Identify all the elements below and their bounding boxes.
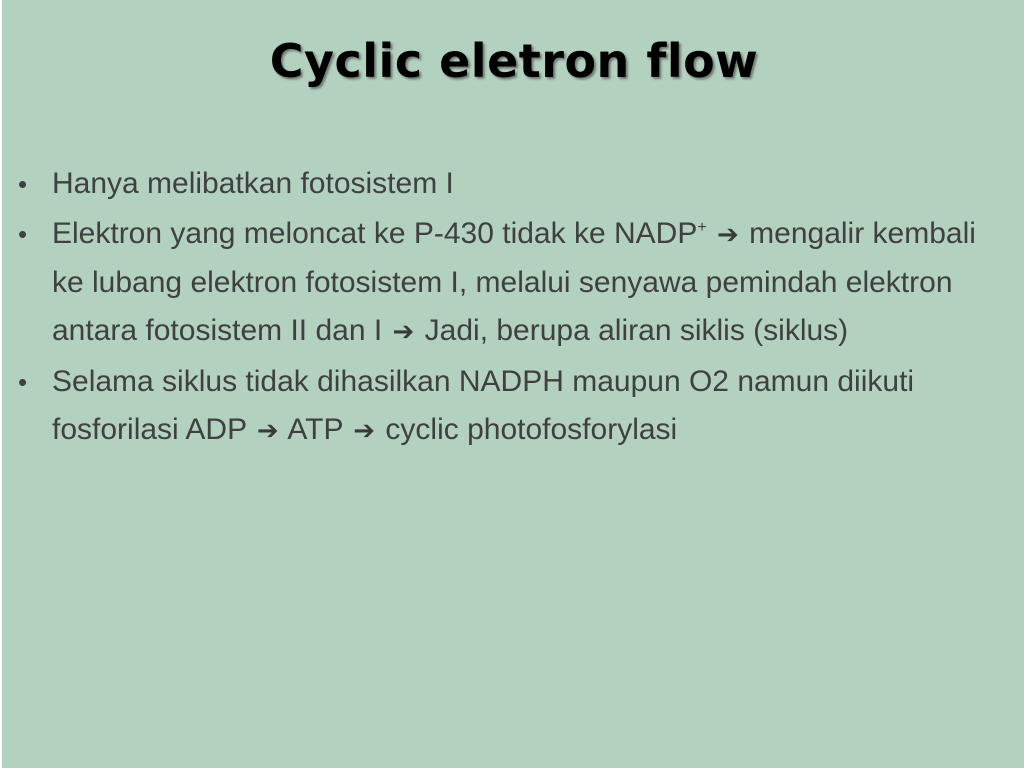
bullet-item-2: [16, 210, 1006, 356]
right-arrow-icon: ➔: [256, 416, 279, 446]
bullet-item-3: [16, 358, 1006, 455]
bullet-text: Selama siklus tidak dihasilkan NADPH maupun O2 namun diikuti fosforilasi ADP: [52, 365, 915, 446]
right-arrow-icon: ➔: [392, 317, 415, 347]
bullet-text: mengalir kembali ke lubang elektron fotosistem I, melalui senyawa pemindah elektron antara fotosistem II dan I: [52, 217, 976, 347]
bullet-text: Hanya melibatkan fotosistem I: [52, 167, 454, 200]
right-arrow-icon: ➔: [717, 220, 739, 250]
bullet-text: cyclic photofosforylasi: [385, 413, 678, 446]
bullet-text: Jadi, berupa aliran siklis (siklus): [424, 314, 849, 347]
bullet-dot: •: [18, 219, 28, 249]
bullet-text: Elektron yang meloncat ke P-430 tidak ke NADP: [52, 217, 698, 250]
bullet-list: [16, 160, 1006, 457]
slide-title: Cyclic eletron flow: [269, 34, 759, 88]
bullet-dot: •: [18, 169, 28, 199]
superscript-plus: +: [697, 219, 707, 236]
bullet-item-1: [16, 160, 1006, 208]
bullet-text: ATP: [287, 413, 343, 446]
bullet-dot: •: [18, 367, 28, 397]
right-arrow-icon: ➔: [353, 416, 376, 446]
